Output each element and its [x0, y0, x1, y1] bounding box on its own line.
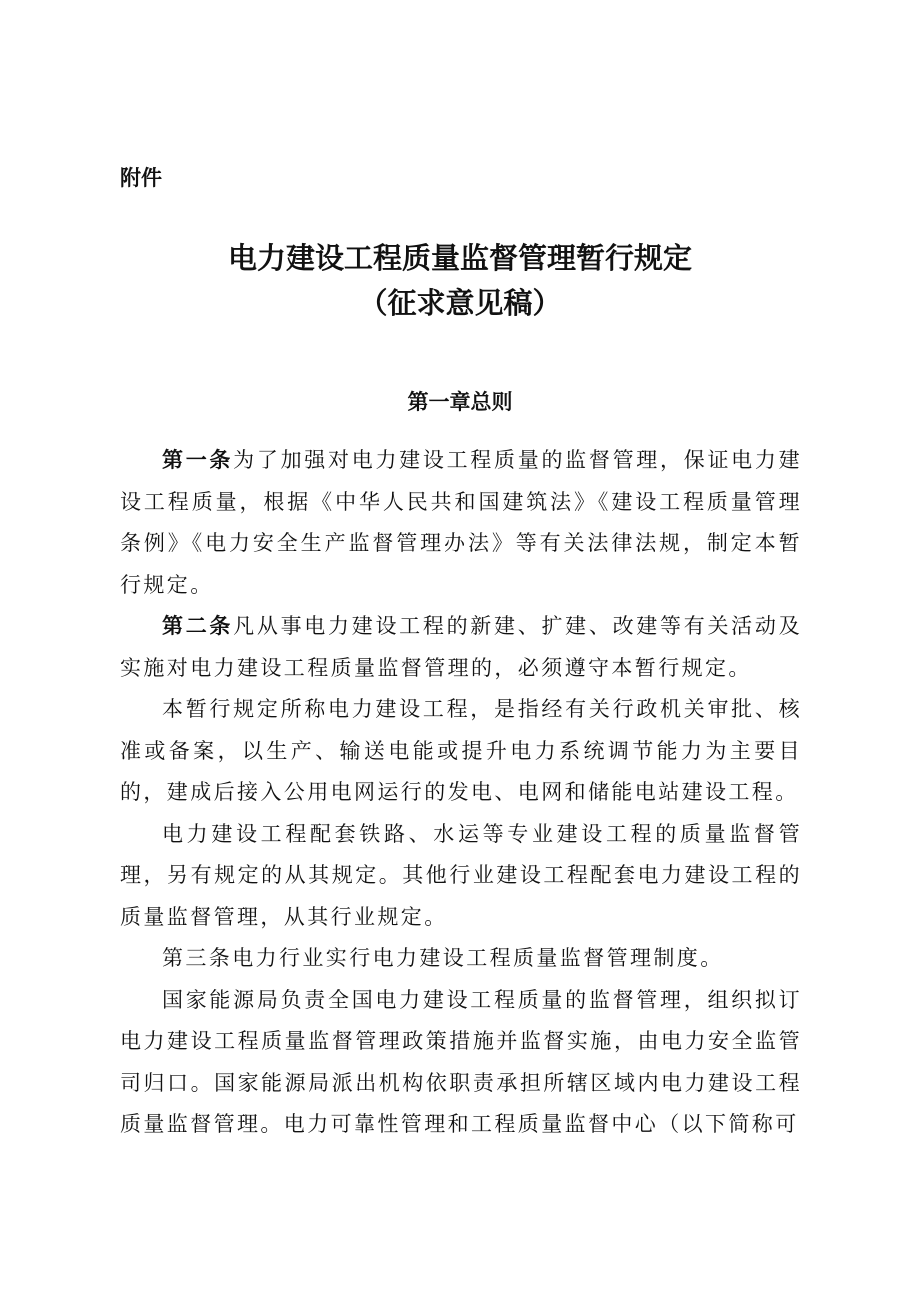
paragraph-text: 国家能源局负责全国电力建设工程质量的监督管理，组织拟订电力建设工程质量监督管理政策措施并监督实施，由电力安全监管司归口。国家能源局派出机构依职责承担所辖区域内电力建设工程质量监督管理。电力可靠性管理和工程质量监督中心（以下简称可	[120, 987, 802, 1136]
document-subtitle: （征求意见稿）	[358, 286, 562, 320]
paragraph	[120, 606, 802, 689]
chapter-heading: 第一章总则	[407, 390, 513, 414]
article-number: 第二条	[162, 614, 234, 638]
article-number: 第一条	[162, 448, 234, 472]
paragraph	[120, 980, 802, 1146]
paragraph	[120, 689, 802, 814]
paragraph-text: 本暂行规定所称电力建设工程，是指经有关行政机关审批、核准或备案，以生产、输送电能或提升电力系统调节能力为主要目的，建成后接入公用电网运行的发电、电网和储能电站建设工程。	[120, 697, 802, 804]
paragraph-text: 第三条电力行业实行电力建设工程质量监督管理制度。	[162, 946, 724, 970]
document-title: 电力建设工程质量监督管理暂行规定	[227, 241, 692, 275]
paragraph	[120, 814, 802, 939]
paragraph	[120, 440, 802, 606]
paragraph-text: 电力建设工程配套铁路、水运等专业建设工程的质量监督管理，另有规定的从其规定。其他行业建设工程配套电力建设工程的质量监督管理，从其行业规定。	[120, 821, 802, 929]
paragraph	[120, 938, 802, 980]
paragraph-text: 为了加强对电力建设工程质量的监督管理，保证电力建设工程质量，根据《中华人民共和国建筑法》《建设工程质量管理条例》《电力安全生产监督管理办法》等有关法律法规，制定本暂行规定。	[120, 448, 802, 597]
paragraph-text: 凡从事电力建设工程的新建、扩建、改建等有关活动及实施对电力建设工程质量监督管理的，必须遵守本暂行规定。	[120, 614, 802, 680]
attachment-label: 附件	[120, 166, 162, 190]
document-body	[120, 440, 802, 1146]
